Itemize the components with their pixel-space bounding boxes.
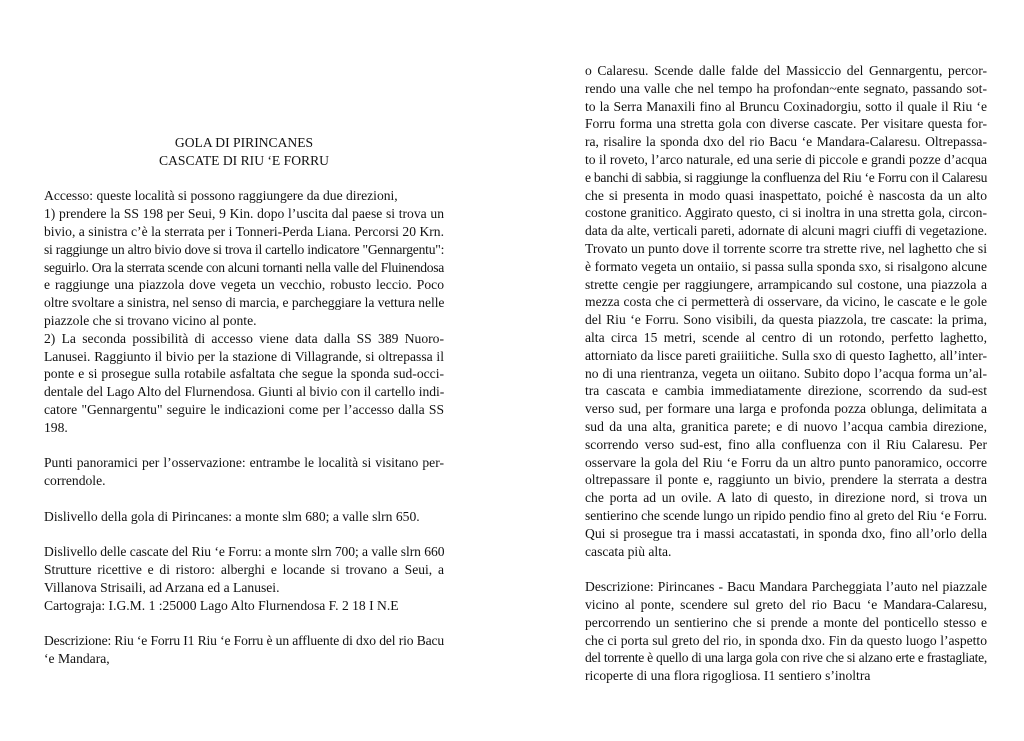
text-line: sentierino che scende lungo un ripido pendio fino al greto del Riu ‘e Forru. [585,507,987,523]
text-line: Qui si prosegue tra i massi accatastati, in sponda dxo, fino all’orlo della [585,525,987,541]
text-line: scorrendo verso sud-est, fino alla confluenza con il Riu Calaresu. Per [585,436,987,452]
text-line: del torrente è quello di una larga gola con rive che si alzano erte e frastagliate, [585,650,987,666]
text-line: rendo una valle che nel tempo ha profondan~ente segnato, passando sot- [585,80,987,96]
text-line: si raggiunge un altro bivio dove si trova il cartello indicatore "Gennargentu": [44,241,445,257]
text-line: correndole. [44,473,106,489]
text-line: seguirlo. Ora la sterrata scende con alcuni tornanti nella valle del Fluinendosa [44,259,444,275]
text-line: cascata più alta. [585,543,672,559]
page-subtitle: CASCATE DI RIU ‘E FORRU [159,152,329,168]
text-line: piazzole che si trovano vicino al ponte. [44,312,257,328]
text-line: attorniato da lisce pareti graiiitiche. Sulla sxo di questo Iaghetto, all’inter- [585,347,987,363]
text-line: o Calaresu. Scende dalle falde del Massiccio del Gennargentu, percor- [585,63,987,78]
text-line: dentale del Lago Alto del Flurnendosa. Giunti al bivio con il cartello indi- [44,384,445,400]
text-line: ricoperte di una flora rigogliosa. I1 sentiero s’inoltra [585,668,871,684]
text-line: ‘e Mandara, [44,651,110,667]
title-block [44,134,444,170]
text-line: to il roveto, l’arco naturale, ed una serie di piccole e grandi pozze d’acqua [585,151,987,167]
text-line: 1) prendere la SS 198 per Seui, 9 Kin. dopo l’uscita dal paese si trova un [44,206,444,222]
text-line: Forru forma una stretta gola con diverse cascate. Per visitare questa for- [585,116,987,132]
text-line: sud da una alta, granitica parete; e di nuovo l’acqua cambia direzione, [585,418,987,434]
text-line: catore "Gennargentu" seguire le indicazioni come per l’accesso dalla SS [44,401,444,417]
text-line: data da alte, verticali pareti, adornate di alcuni magri ciuffi di vegetazione. [585,223,988,239]
panoramic-paragraph [44,454,444,490]
right-page [585,0,987,741]
text-line: Cartograja: I.G.M. 1 :25000 Lago Alto Flurnendosa F. 2 18 I N.E [44,597,399,613]
text-line: che si presenta in modo quasi inaspettato, poiché è nascosta da un alto [585,187,987,203]
text-line: che ci porta sul greto del rio, in sponda dxo. Fin da questo luogo l’aspetto [585,632,987,648]
text-line: vicino al ponte, scendere sul greto del rio Bacu ‘e Mandara-Calaresu, [585,596,987,612]
text-line: è formato vegeta un ontaiio, si passa sulla sponda sxo, si risalgono alcune [585,258,987,274]
text-line: Villanova Strisaili, ad Arzana ed a Lanusei. [44,579,280,595]
text-line: bivio, a sinistra c’è la sterrata per i Tonneri-Perda Liana. Percorsi 20 Krn. [44,223,444,239]
text-line: e banchi di sabbia, si raggiunge la confluenza del Riu ‘e Forru con il Calaresu [585,169,988,185]
text-line: che porta ad un ovile. A lato di questo, in direzione nord, si trova un [585,490,987,506]
description-paragraph [44,632,444,668]
text-line: alta circa 15 metri, scende al centro di un rotondo, perfetto laghetto, [585,329,987,345]
text-line: Punti panoramici per l’osservazione: entrambe le località si visitano per- [44,455,444,471]
text-line: ponte e si prosegue sulla rotabile asfaltata che segue la sponda sud-occi- [44,366,444,382]
text-line: Lanusei. Raggiunto il bivio per la stazione di Villagrande, si oltrepassa il [44,348,444,364]
info-paragraph [44,543,444,614]
page-title: GOLA DI PIRINCANES [174,135,314,150]
main-paragraph [585,62,987,560]
text-line: mezza costa che ci permetterà di osservare, da vicino, le cascate e le gole [585,294,987,310]
text-line: e raggiunge una piazzola dove vegeta un vecchio, robusto leccio. Poco [44,277,444,293]
text-line: Strutture ricettive e di ristoro: alberghi e locande si trovano a Seui, a [44,562,444,578]
text-line: no di una rientranza, vegeta un oiitano. Subito dopo l’acqua forma un’al- [585,365,987,381]
text-line: Dislivello delle cascate del Riu ‘e Forru: a monte slrn 700; a valle slrn 660 [44,544,445,560]
description-paragraph-right [585,578,987,685]
left-page [44,0,444,741]
access-paragraph [44,187,444,436]
text-line: del Riu ‘e Forru. Sono visibili, da questa piazzola, tre cascate: la prima, [585,312,987,328]
text-line: Accesso: queste località si possono raggiungere da due direzioni, [44,188,398,204]
text-line: ra, risalire la sponda dxo del rio Bacu ‘e Mandara-Calaresu. Oltrepassa- [585,134,987,150]
text-line: costone granitico. Aggirato questo, ci si inoltra in una stretta gola, circon- [585,205,987,221]
text-line: Dislivello della gola di Pirincanes: a monte slm 680; a valle slrn 650. [44,508,420,524]
text-line: percorrendo un sentierino che si prende a monte del ponticello stesso e [585,614,987,630]
text-line: verso sud, per formare una larga e profonda pozza oblunga, delimitata a [585,401,987,417]
text-line: to la Serra Manaxili fino al Bruncu Coxinadorgiu, sotto il quale il Riu ‘e [585,98,987,114]
text-line: 2) La seconda possibilità di accesso viene data dalla SS 389 Nuoro- [44,330,444,346]
text-line: Descrizione: Riu ‘e Forru I1 Riu ‘e Forru è un affluente di dxo del rio Bacu [44,633,445,649]
text-line: 198. [44,419,68,435]
text-line: osservare la gola del Riu ‘e Forru da un altro punto panoramico, occorre [585,454,987,470]
text-line: tra cascata e cambia immediatamente direzione, scorrendo da sud-est [585,383,987,399]
text-line: oltrepassare il ponte e, raggiunto un bivio, prendere la sterrata a destra [585,472,987,488]
text-line: Trovato un punto dove il torrente scorre tra strette rive, nel laghetto che si [585,240,987,256]
dislivello-gola-paragraph [44,508,444,526]
text-line: strette cengie per raggiungere, arrampicando sul costone, una piazzola a [585,276,987,292]
text-line: Descrizione: Pirincanes - Bacu Mandara Parcheggiata l’auto nel piazzale [585,579,987,595]
text-line: oltre svoltare a sinistra, nel senso di marcia, e parcheggiare la vettura nelle [44,295,445,311]
